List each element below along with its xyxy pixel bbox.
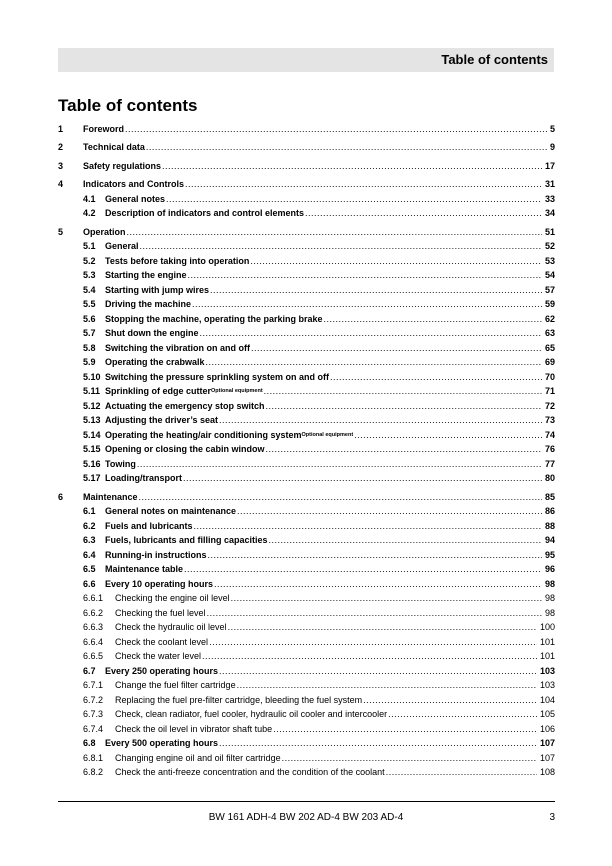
toc-entry-5-10[interactable]	[58, 368, 555, 383]
toc-entry-page: 88	[544, 520, 555, 531]
toc-dot-leader	[324, 314, 542, 325]
toc-entry-number: 5.1	[83, 241, 96, 251]
toc-dot-leader	[228, 622, 537, 633]
toc-entry-page: 105	[539, 709, 555, 719]
toc-dot-leader	[219, 738, 537, 749]
toc-entry-page: 74	[544, 429, 555, 440]
footer-page-number: 3	[549, 812, 555, 823]
toc-entry-title: Check the hydraulic oil level	[115, 622, 227, 632]
toc-dot-leader	[139, 492, 542, 503]
toc-entry-5-3[interactable]	[58, 267, 555, 282]
toc-entry-page: 104	[539, 694, 555, 705]
toc-entry-title: Check the anti-freeze concentration and the condition of the coolant	[115, 767, 385, 777]
toc-entry-title: Checking the fuel level	[115, 607, 206, 618]
toc-dot-leader	[202, 651, 537, 662]
toc-entry-page: 86	[544, 506, 555, 516]
header-band	[58, 48, 554, 72]
toc-entry-number: 5.6	[83, 313, 96, 324]
toc-entry-1[interactable]	[58, 120, 555, 135]
toc-entry-4-2[interactable]	[58, 205, 555, 220]
toc-entry-title: Every 250 operating hours	[105, 665, 219, 676]
toc-entry-page: 98	[544, 593, 555, 603]
toc-entry-page: 57	[544, 284, 555, 295]
toc-entry-5[interactable]	[58, 223, 555, 238]
toc-entry-page: 80	[544, 473, 555, 483]
toc-dot-leader	[250, 256, 542, 267]
toc-entry-5-14[interactable]	[58, 426, 555, 441]
toc-entry-5-17[interactable]	[58, 470, 555, 485]
toc-entry-title: Switching the pressure sprinkling system on and off	[105, 371, 330, 382]
toc-entry-number: 6.6.4	[83, 636, 104, 647]
toc-dot-leader	[194, 521, 542, 532]
toc-dot-leader	[237, 506, 542, 517]
toc-entry-6-8-1[interactable]	[58, 749, 555, 764]
toc-entry-number: 5.13	[83, 415, 101, 425]
toc-entry-title: Check the oil level in vibrator shaft tube	[115, 723, 273, 734]
toc-entry-title: Opening or closing the cabin window	[105, 444, 265, 454]
toc-entry-title: Maintenance table	[105, 564, 184, 574]
toc-entry-title: General notes	[105, 193, 166, 204]
toc-entry-number: 6.8.1	[83, 752, 104, 763]
toc-entry-number: 6.6.2	[83, 607, 104, 618]
toc-dot-leader	[237, 680, 537, 691]
toc-entry-6-4[interactable]	[58, 546, 555, 561]
page-title: Table of contents	[58, 96, 198, 115]
toc-entry-number: 6.7.3	[83, 709, 104, 719]
toc-entry-page: 98	[544, 607, 555, 618]
toc-entry-number: 3	[58, 160, 64, 171]
toc-entry-3[interactable]	[58, 157, 555, 172]
toc-entry-number: 6.7.2	[83, 694, 104, 705]
toc-dot-leader	[127, 227, 542, 238]
toc-entry-number: 4.2	[83, 208, 96, 218]
toc-entry-number: 4	[58, 179, 64, 189]
toc-entry-title: Check, clean radiator, fuel cooler, hydraulic oil cooler and intercooler	[115, 709, 388, 719]
toc-dot-leader	[140, 241, 542, 252]
toc-dot-leader	[209, 637, 537, 648]
toc-dot-leader	[219, 666, 537, 677]
toc-entry-number: 5.7	[83, 328, 96, 338]
toc-entry-optional-note: Optional equipment	[211, 388, 263, 394]
toc-dot-leader	[363, 695, 537, 706]
toc-dot-leader	[137, 459, 542, 470]
toc-dot-leader	[305, 208, 542, 219]
toc-entry-title: Safety regulations	[83, 160, 162, 171]
toc-dot-leader	[210, 285, 542, 296]
toc-dot-leader	[219, 415, 542, 426]
toc-dot-leader	[266, 444, 542, 455]
toc-dot-leader	[146, 142, 547, 153]
toc-entry-title: Actuating the emergency stop switch	[105, 400, 265, 411]
toc-entry-number: 6.8	[83, 738, 96, 748]
toc-dot-leader	[251, 343, 542, 354]
toc-entry-page: 103	[539, 680, 555, 690]
toc-entry-number: 6.4	[83, 549, 96, 560]
toc-entry-number: 5.5	[83, 299, 96, 309]
toc-entry-title: Starting with jump wires	[105, 284, 210, 295]
toc-dot-leader	[264, 386, 542, 397]
toc-dot-leader	[208, 550, 542, 561]
toc-entry-number: 5.10	[83, 371, 101, 382]
toc-entry-page: 72	[544, 400, 555, 411]
table-of-contents	[58, 120, 555, 778]
toc-entry-title: Check the coolant level	[115, 636, 209, 647]
toc-dot-leader	[185, 179, 542, 190]
toc-entry-page: 85	[544, 491, 555, 502]
toc-entry-title: Every 10 operating hours	[105, 578, 214, 589]
toc-entry-page: 108	[539, 767, 555, 777]
toc-entry-title: Changing engine oil and oil filter cartridge	[115, 752, 281, 763]
toc-entry-page: 100	[539, 622, 555, 632]
toc-entry-page: 63	[544, 328, 555, 338]
toc-entry-6-6[interactable]	[58, 575, 555, 590]
toc-entry-number: 5.2	[83, 255, 96, 266]
toc-entry-title: Tests before taking into operation	[105, 255, 250, 266]
toc-entry-6-8-2[interactable]	[58, 764, 555, 779]
toc-entry-number: 6.1	[83, 506, 96, 516]
toc-entry-5-1[interactable]	[58, 238, 555, 253]
toc-entry-page: 33	[544, 193, 555, 204]
toc-entry-number: 6.3	[83, 535, 96, 545]
toc-dot-leader	[269, 535, 542, 546]
toc-dot-leader	[386, 767, 537, 778]
toc-entry-title: Description of indicators and control elements	[105, 208, 305, 218]
toc-dot-leader	[184, 564, 542, 575]
toc-entry-6-7-1[interactable]	[58, 677, 555, 692]
toc-dot-leader	[282, 753, 537, 764]
toc-entry-6-7-4[interactable]	[58, 720, 555, 735]
toc-entry-page: 106	[539, 723, 555, 734]
toc-entry-number: 6.6.5	[83, 651, 104, 661]
toc-entry-page: 71	[544, 386, 555, 396]
toc-entry-6-3[interactable]	[58, 532, 555, 547]
toc-entry-title: Operation	[83, 226, 126, 237]
toc-entry-6-5[interactable]	[58, 561, 555, 576]
toc-entry-page: 51	[544, 226, 555, 237]
toc-entry-number: 6.7.1	[83, 680, 104, 690]
toc-dot-leader	[273, 724, 537, 735]
toc-entry-page: 34	[544, 208, 555, 218]
toc-entry-page: 101	[539, 651, 555, 661]
toc-entry-page: 94	[544, 535, 555, 545]
toc-entry-number: 5.14	[83, 429, 101, 440]
toc-entry-title: Checking the engine oil level	[115, 593, 230, 603]
toc-entry-page: 77	[544, 458, 555, 469]
toc-entry-number: 6.2	[83, 520, 96, 531]
toc-entry-number: 6.6	[83, 578, 96, 589]
toc-entry-page: 9	[549, 142, 555, 152]
toc-entry-number: 4.1	[83, 193, 96, 204]
toc-entry-title: Stopping the machine, operating the parking brake	[105, 313, 323, 324]
toc-entry-page: 96	[544, 564, 555, 574]
toc-entry-page: 69	[544, 357, 555, 367]
toc-dot-leader	[162, 161, 542, 172]
toc-entry-number: 5.8	[83, 342, 96, 353]
toc-entry-title: Foreword	[83, 123, 125, 134]
toc-entry-title: Adjusting the driver’s seat	[105, 415, 219, 425]
toc-entry-6-7-3[interactable]	[58, 706, 555, 721]
toc-entry-number: 5.15	[83, 444, 101, 454]
toc-entry-page: 54	[544, 270, 555, 280]
toc-dot-leader	[206, 357, 542, 368]
toc-entry-title: Fuels, lubricants and filling capacities	[105, 535, 268, 545]
footer-models: BW 161 ADH-4 BW 202 AD-4 BW 203 AD-4	[208, 812, 404, 823]
toc-entry-number: 1	[58, 123, 64, 134]
toc-entry-page: 107	[539, 752, 555, 763]
toc-entry-title: Indicators and Controls	[83, 179, 185, 189]
toc-entry-title: Starting the engine	[105, 270, 187, 280]
toc-entry-page: 65	[544, 342, 555, 353]
toc-dot-leader	[330, 372, 542, 383]
toc-entry-number: 6	[58, 491, 64, 502]
toc-entry-6-6-2[interactable]	[58, 604, 555, 619]
toc-entry-6-6-3[interactable]	[58, 619, 555, 634]
toc-entry-number: 6.7.4	[83, 723, 104, 734]
toc-dot-leader	[207, 608, 542, 619]
toc-entry-5-7[interactable]	[58, 325, 555, 340]
toc-entry-number: 5.17	[83, 473, 101, 483]
toc-dot-leader	[192, 299, 542, 310]
toc-entry-number: 5.9	[83, 357, 96, 367]
toc-entry-5-16[interactable]	[58, 455, 555, 470]
header-title: Table of contents	[441, 52, 548, 67]
toc-entry-5-2[interactable]	[58, 252, 555, 267]
toc-entry-title: Check the water level	[115, 651, 202, 661]
toc-entry-title: Change the fuel filter cartridge	[115, 680, 236, 690]
toc-entry-page: 31	[544, 179, 555, 189]
toc-entry-title: Loading/transport	[105, 473, 182, 483]
toc-entry-5-13[interactable]	[58, 412, 555, 427]
toc-entry-6-1[interactable]	[58, 503, 555, 518]
toc-entry-number: 5.11	[83, 386, 101, 396]
toc-entry-page: 70	[544, 371, 555, 382]
toc-entry-number: 6.6.3	[83, 622, 104, 632]
toc-entry-page: 73	[544, 415, 555, 425]
toc-entry-title: General notes on maintenance	[105, 506, 237, 516]
toc-dot-leader	[266, 401, 542, 412]
toc-entry-title: Maintenance	[83, 491, 138, 502]
toc-entry-5-15[interactable]	[58, 441, 555, 456]
toc-entry-title: Technical data	[83, 142, 145, 152]
toc-entry-5-6[interactable]	[58, 310, 555, 325]
toc-entry-page: 52	[544, 241, 555, 251]
toc-entry-title: Switching the vibration on and off	[105, 342, 250, 353]
toc-entry-page: 53	[544, 255, 555, 266]
toc-dot-leader	[188, 270, 542, 281]
toc-entry-title: Running-in instructions	[105, 549, 207, 560]
toc-entry-page: 101	[539, 636, 555, 647]
toc-entry-number: 6.8.2	[83, 767, 104, 777]
toc-entry-5-11[interactable]	[58, 383, 555, 398]
toc-entry-6-6-5[interactable]	[58, 648, 555, 663]
toc-entry-number: 2	[58, 142, 64, 152]
toc-entry-5-12[interactable]	[58, 397, 555, 412]
footer-divider	[58, 801, 555, 802]
toc-entry-number: 6.5	[83, 564, 96, 574]
toc-dot-leader	[125, 124, 547, 135]
toc-entry-number: 6.6.1	[83, 593, 104, 603]
toc-entry-number: 5	[58, 226, 64, 237]
toc-entry-4[interactable]	[58, 176, 555, 191]
toc-dot-leader	[214, 579, 542, 590]
toc-dot-leader	[231, 593, 542, 604]
toc-entry-number: 6.7	[83, 665, 96, 676]
toc-entry-number: 5.16	[83, 458, 101, 469]
toc-entry-number: 5.3	[83, 270, 96, 280]
toc-entry-number: 5.12	[83, 400, 101, 411]
toc-entry-6-6-4[interactable]	[58, 633, 555, 648]
toc-entry-optional-note: Optional equipment	[301, 431, 354, 438]
toc-entry-page: 76	[544, 444, 555, 454]
toc-entry-4-1[interactable]	[58, 190, 555, 205]
toc-dot-leader	[183, 473, 542, 484]
toc-entry-page: 95	[544, 549, 555, 560]
toc-entry-title: General	[105, 241, 139, 251]
toc-entry-page: 5	[549, 123, 555, 134]
toc-entry-title: Shut down the engine	[105, 328, 199, 338]
toc-entry-title: Operating the crabwalk	[105, 357, 205, 367]
toc-dot-leader	[388, 709, 537, 720]
toc-entry-title: Operating the heating/air conditioning system	[105, 429, 302, 440]
toc-entry-title: Every 500 operating hours	[105, 738, 219, 748]
toc-entry-5-9[interactable]	[58, 354, 555, 369]
toc-entry-page: 107	[539, 738, 555, 748]
toc-entry-title: Sprinkling of edge cutter	[105, 386, 212, 396]
toc-entry-6-8[interactable]	[58, 735, 555, 750]
toc-entry-6[interactable]	[58, 488, 555, 503]
toc-entry-6-2[interactable]	[58, 517, 555, 532]
toc-entry-page: 98	[544, 578, 555, 589]
toc-entry-6-7[interactable]	[58, 662, 555, 677]
toc-dot-leader	[200, 328, 542, 339]
toc-entry-title: Replacing the fuel pre-filter cartridge, bleeding the fuel system	[115, 694, 363, 705]
toc-entry-page: 62	[544, 313, 555, 324]
toc-entry-number: 5.4	[83, 284, 96, 295]
toc-entry-page: 17	[544, 160, 555, 171]
toc-entry-page: 59	[544, 299, 555, 309]
toc-entry-title: Towing	[105, 458, 136, 469]
toc-entry-6-6-1[interactable]	[58, 590, 555, 605]
toc-dot-leader	[166, 194, 542, 205]
toc-entry-5-5[interactable]	[58, 296, 555, 311]
toc-entry-title: Driving the machine	[105, 299, 192, 309]
toc-entry-6-7-2[interactable]	[58, 691, 555, 706]
toc-dot-leader	[354, 430, 542, 441]
toc-entry-page: 103	[539, 665, 555, 676]
toc-entry-5-4[interactable]	[58, 281, 555, 296]
toc-entry-title: Fuels and lubricants	[105, 520, 193, 531]
toc-entry-5-8[interactable]	[58, 339, 555, 354]
toc-entry-2[interactable]	[58, 139, 555, 154]
